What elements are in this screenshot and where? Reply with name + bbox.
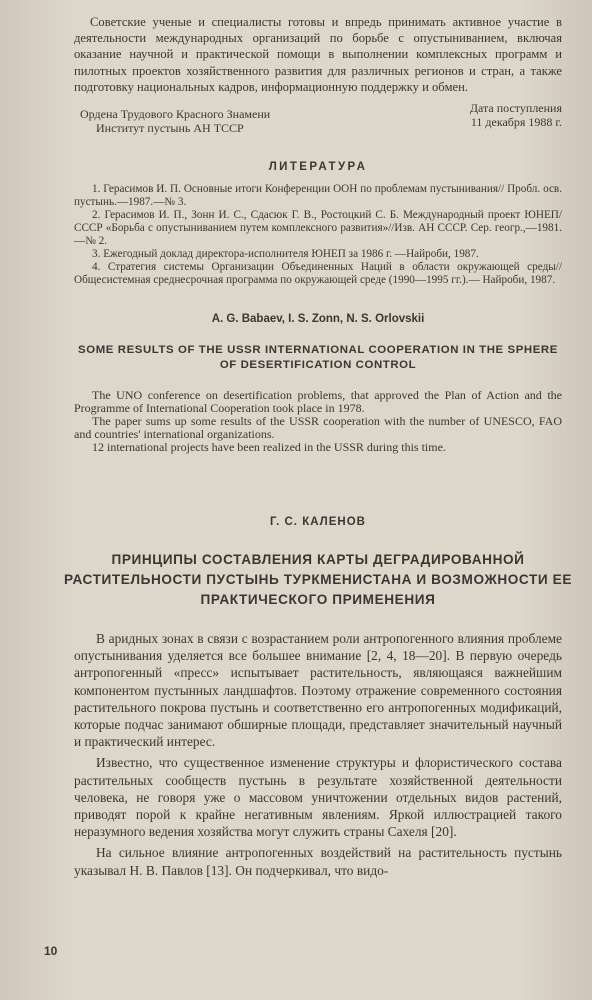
reference-item: 4. Стратегия системы Организации Объединенных Наций в области окружающей среды//Общесистемная среднесрочная программа по окружающей среде (1990—1995 гг.).— Найроби, 1987. <box>74 261 562 287</box>
reference-list <box>74 183 562 287</box>
reference-item: 3. Ежегодный доклад директора-исполнителя ЮНЕП за 1986 г. —Найроби, 1987. <box>92 248 479 261</box>
abstract-paragraph: The UNO conference on desertification problems, that approved the Plan of Action and the Programme of International Cooperation took place in 1978. <box>74 388 562 416</box>
abstract-paragraph: 12 international projects have been realized in the USSR during this time. <box>92 440 446 455</box>
body-paragraph: В аридных зонах в связи с возрастанием роли антропогенного влияния проблеме опустынивания уделяется все большее внимание [2, 4, 18—20]. В первую очередь антропогенный «пресс» испытывает растительность, являющаяся важнейшим компонентом пустынных ландшафтов. Поэтому отражение современного состояния растительного покрова пустынь и соответственно его антропогенных модификаций, которые подчас занимают обширные площади, представляет значительный научный и практический интерес. <box>74 631 562 750</box>
reference-item: 1. Герасимов И. П. Основные итоги Конференции ООН по проблемам пустынивания// Пробл. осв. пустынь.—1987.—№ 3. <box>74 183 562 209</box>
received-date-block <box>470 101 562 129</box>
reference-item: 2. Герасимов И. П., Зонн И. С., Сдасюк Г. В., Ростоцкий С. Б. Международный проект ЮНЕП/СССР «Борьба с опустыниванием путем комплексного развития»//Изв. АН СССР. Сер. геогр.,—1981.—№ 2. <box>74 209 562 248</box>
article-body <box>74 630 562 879</box>
english-authors: A. G. Babaev, I. S. Zonn, N. S. Orlovskii <box>211 313 425 326</box>
english-title: SOME RESULTS OF THE USSR INTERNATIONAL COOPERATION IN THE SPHERE OF DESERTIFICATION CONTROL <box>78 344 558 372</box>
english-abstract <box>74 389 562 454</box>
body-paragraph: Известно, что существенное изменение структуры и флористического состава растительных сообществ пустынь в результате хозяйственной деятельности человека, не говоря уже о массовом уничтожении отдельных видов растений, приводят порой к крайне негативным явлениям. Яркой иллюстрацией такого неразумного ведения хозяйства могут служить страны Сахеля [20]. <box>74 755 562 840</box>
article-author: Г. С. КАЛЕНОВ <box>270 516 366 529</box>
literature-heading: ЛИТЕРАТУРА <box>268 161 368 174</box>
institution-block <box>74 101 562 143</box>
article-title: ПРИНЦИПЫ СОСТАВЛЕНИЯ КАРТЫ ДЕГРАДИРОВАННОЙ РАСТИТЕЛЬНОСТИ ПУСТЫНЬ ТУРКМЕНИСТАНА И ВОЗМОЖНОСТИ ЕЕ ПРАКТИЧЕСКОГО ПРИМЕНЕНИЯ <box>63 552 572 608</box>
abstract-paragraph: The paper sums up some results of the USSR cooperation with the number of UNESCO, FAO and countries' international organizations. <box>74 414 562 442</box>
institution-line-2: Институт пустынь АН ТССР <box>96 121 244 136</box>
institution-name <box>80 107 270 135</box>
received-date: 11 декабря 1988 г. <box>470 115 562 130</box>
page-number: 10 <box>44 944 58 958</box>
body-paragraph: На сильное влияние антропогенных воздействий на растительность пустынь указывал Н. В. Павлов [13]. Он подчеркивал, что видо- <box>74 845 562 878</box>
institution-line-1: Ордена Трудового Красного Знамени <box>80 107 271 122</box>
intro-paragraph: Советские ученые и специалисты готовы и впредь принимать активное участие в деятельности международных организаций по борьбе с опустыниванием, включая оказание научной и практической помощи в выполнении комплексных программ и пилотных проектов хозяйственного развития для различных регионов и стран, а также подготовку национальных кадров, информационную поддержку и обмен. <box>74 15 562 94</box>
received-label: Дата поступления <box>469 101 562 116</box>
